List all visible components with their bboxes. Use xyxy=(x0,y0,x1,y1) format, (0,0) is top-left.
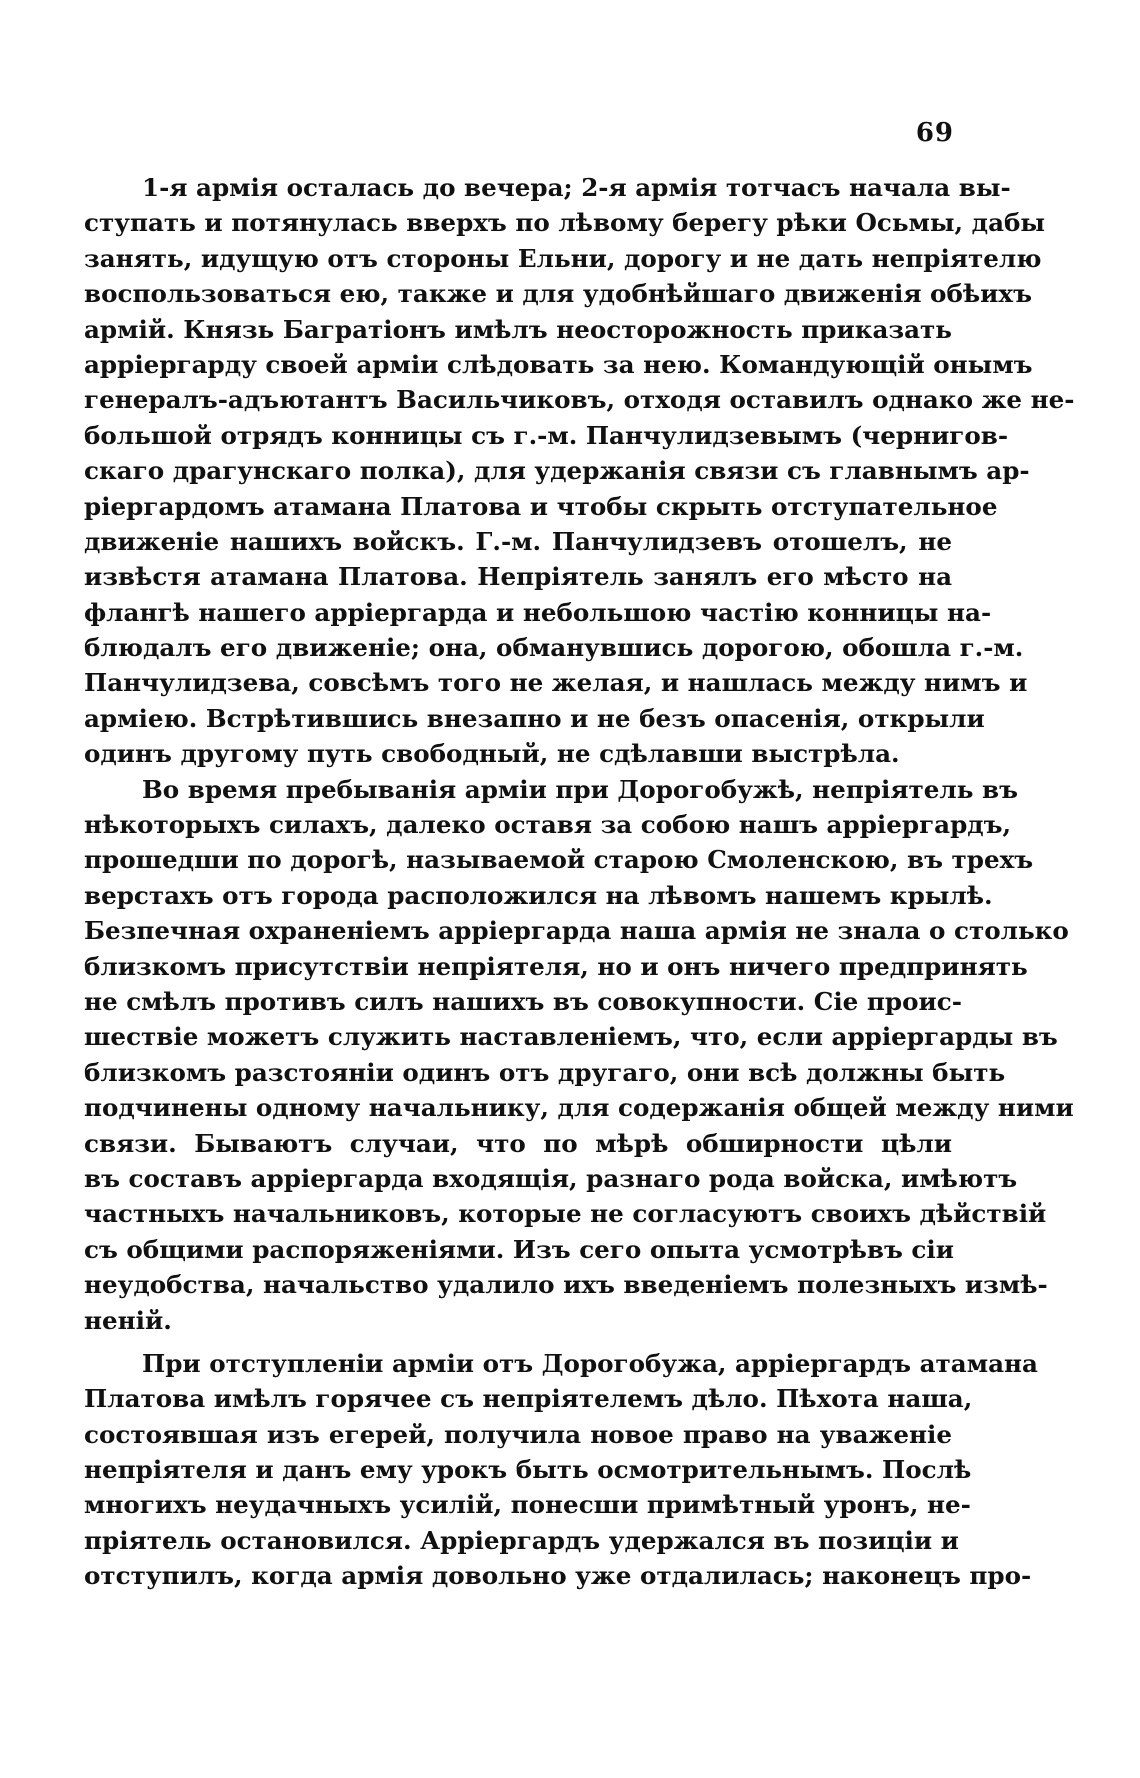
text-line: занять, идущую отъ стороны Ельни, дорогу и не дать непріятелю xyxy=(84,243,1042,273)
text-line: частныхъ начальниковъ, которые не согласуютъ своихъ дѣйствій xyxy=(84,1199,1047,1229)
text-line: 1-я армія осталась до вечера; 2-я армія тотчасъ начала вы- xyxy=(142,173,1011,202)
text-line: одинъ другому путь свободный, не сдѣлавши выстрѣла. xyxy=(84,739,900,769)
text-line: флангѣ нашего арріергарда и небольшою частію конницы на- xyxy=(84,597,992,627)
text-line: армій. Князь Багратіонъ имѣлъ неосторожность приказать xyxy=(84,314,952,344)
paragraph-2 xyxy=(84,772,1074,1338)
text-line: Панчулидзева, совсѣмъ того не желая, и нашлась между нимъ и xyxy=(84,668,1028,698)
text-line: верстахъ отъ города расположился на лѣвомъ нашемъ крылѣ. xyxy=(84,880,993,910)
text-line: ріергардомъ атамана Платова и чтобы скрыть отступательное xyxy=(84,491,998,521)
text-line: связи. Бываютъ случаи, что по мѣрѣ обширности цѣли xyxy=(84,1128,952,1158)
text-line: близкомъ разстояніи одинъ отъ другаго, они всѣ должны быть xyxy=(84,1057,1006,1087)
text-line: неній. xyxy=(84,1305,172,1335)
paragraph-spacer xyxy=(84,1338,952,1346)
text-line: арміею. Встрѣтившись внезапно и не безъ опасенія, открыли xyxy=(84,703,985,733)
page-number: 69 xyxy=(915,118,954,148)
text-line: непріятеля и данъ ему урокъ быть осмотрительнымъ. Послѣ xyxy=(84,1455,972,1485)
text-line: отступилъ, когда армія довольно уже отдалилась; наконецъ про- xyxy=(84,1561,1032,1591)
text-line: неудобства, начальство удалило ихъ введеніемъ полезныхъ измѣ- xyxy=(84,1270,1048,1300)
text-line: большой отрядъ конницы съ г.-м. Панчулидзевымъ (чернигов- xyxy=(84,420,1009,450)
text-line: нѣкоторыхъ силахъ, далеко оставя за собою нашъ арріергардъ, xyxy=(84,810,1012,840)
text-line: Безпечная охраненіемъ арріергарда наша армія не знала о столько xyxy=(84,916,1069,946)
text-line: арріергарду своей арміи слѣдовать за нею. Командующій онымъ xyxy=(84,349,1033,379)
paragraph-1 xyxy=(84,170,1075,772)
text-line: генералъ-адъютантъ Васильчиковъ, отходя оставилъ однако же не- xyxy=(84,385,1075,415)
text-line: состоявшая изъ егерей, получила новое право на уваженіе xyxy=(84,1419,952,1449)
text-line: движеніе нашихъ войскъ. Г.-м. Панчулидзевъ отошелъ, не xyxy=(84,526,952,556)
text-line: въ составъ арріергарда входящія, разнаго рода войска, имѣютъ xyxy=(84,1163,1018,1193)
text-line: скаго драгунскаго полка), для удержанія связи съ главнымъ ар- xyxy=(84,456,1030,486)
text-line: съ общими распоряженіями. Изъ сего опыта усмотрѣвъ сіи xyxy=(84,1234,954,1264)
text-line: пріятель остановился. Арріергардъ удержался въ позиціи и xyxy=(84,1525,959,1555)
body-text xyxy=(84,170,1075,1594)
text-line: не смѣлъ противъ силъ нашихъ въ совокупности. Сіе проис- xyxy=(84,986,962,1016)
text-line: подчинены одному начальнику, для содержанія общей между ними xyxy=(84,1093,1074,1123)
text-line: Во время пребыванія арміи при Дорогобужѣ, непріятель въ xyxy=(142,774,1018,804)
text-line: Платова имѣлъ горячее съ непріятелемъ дѣло. Пѣхота наша, xyxy=(84,1384,973,1414)
text-line: При отступленіи арміи отъ Дорогобужа, арріергардъ атамана xyxy=(142,1348,1038,1378)
text-line: воспользоваться ею, также и для удобнѣйшаго движенія обѣихъ xyxy=(84,279,1032,309)
text-line: ступать и потянулась вверхъ по лѣвому берегу рѣки Осьмы, дабы xyxy=(84,208,1046,238)
text-line: прошедши по дорогѣ, называемой старою Смоленскою, въ трехъ xyxy=(84,845,1034,875)
text-line: многихъ неудачныхъ усилій, понесши примѣтный уронъ, не- xyxy=(84,1490,971,1520)
text-line: извѣстя атамана Платова. Непріятель занялъ его мѣсто на xyxy=(84,562,952,592)
paragraph-3 xyxy=(84,1346,1038,1594)
text-line: близкомъ присутствіи непріятеля, но и онъ ничего предпринять xyxy=(84,951,1028,981)
text-line: шествіе можетъ служить наставленіемъ, что, если арріергарды въ xyxy=(84,1022,1058,1052)
text-line: блюдалъ его движеніе; она, обманувшись дорогою, обошла г.-м. xyxy=(84,633,1024,663)
